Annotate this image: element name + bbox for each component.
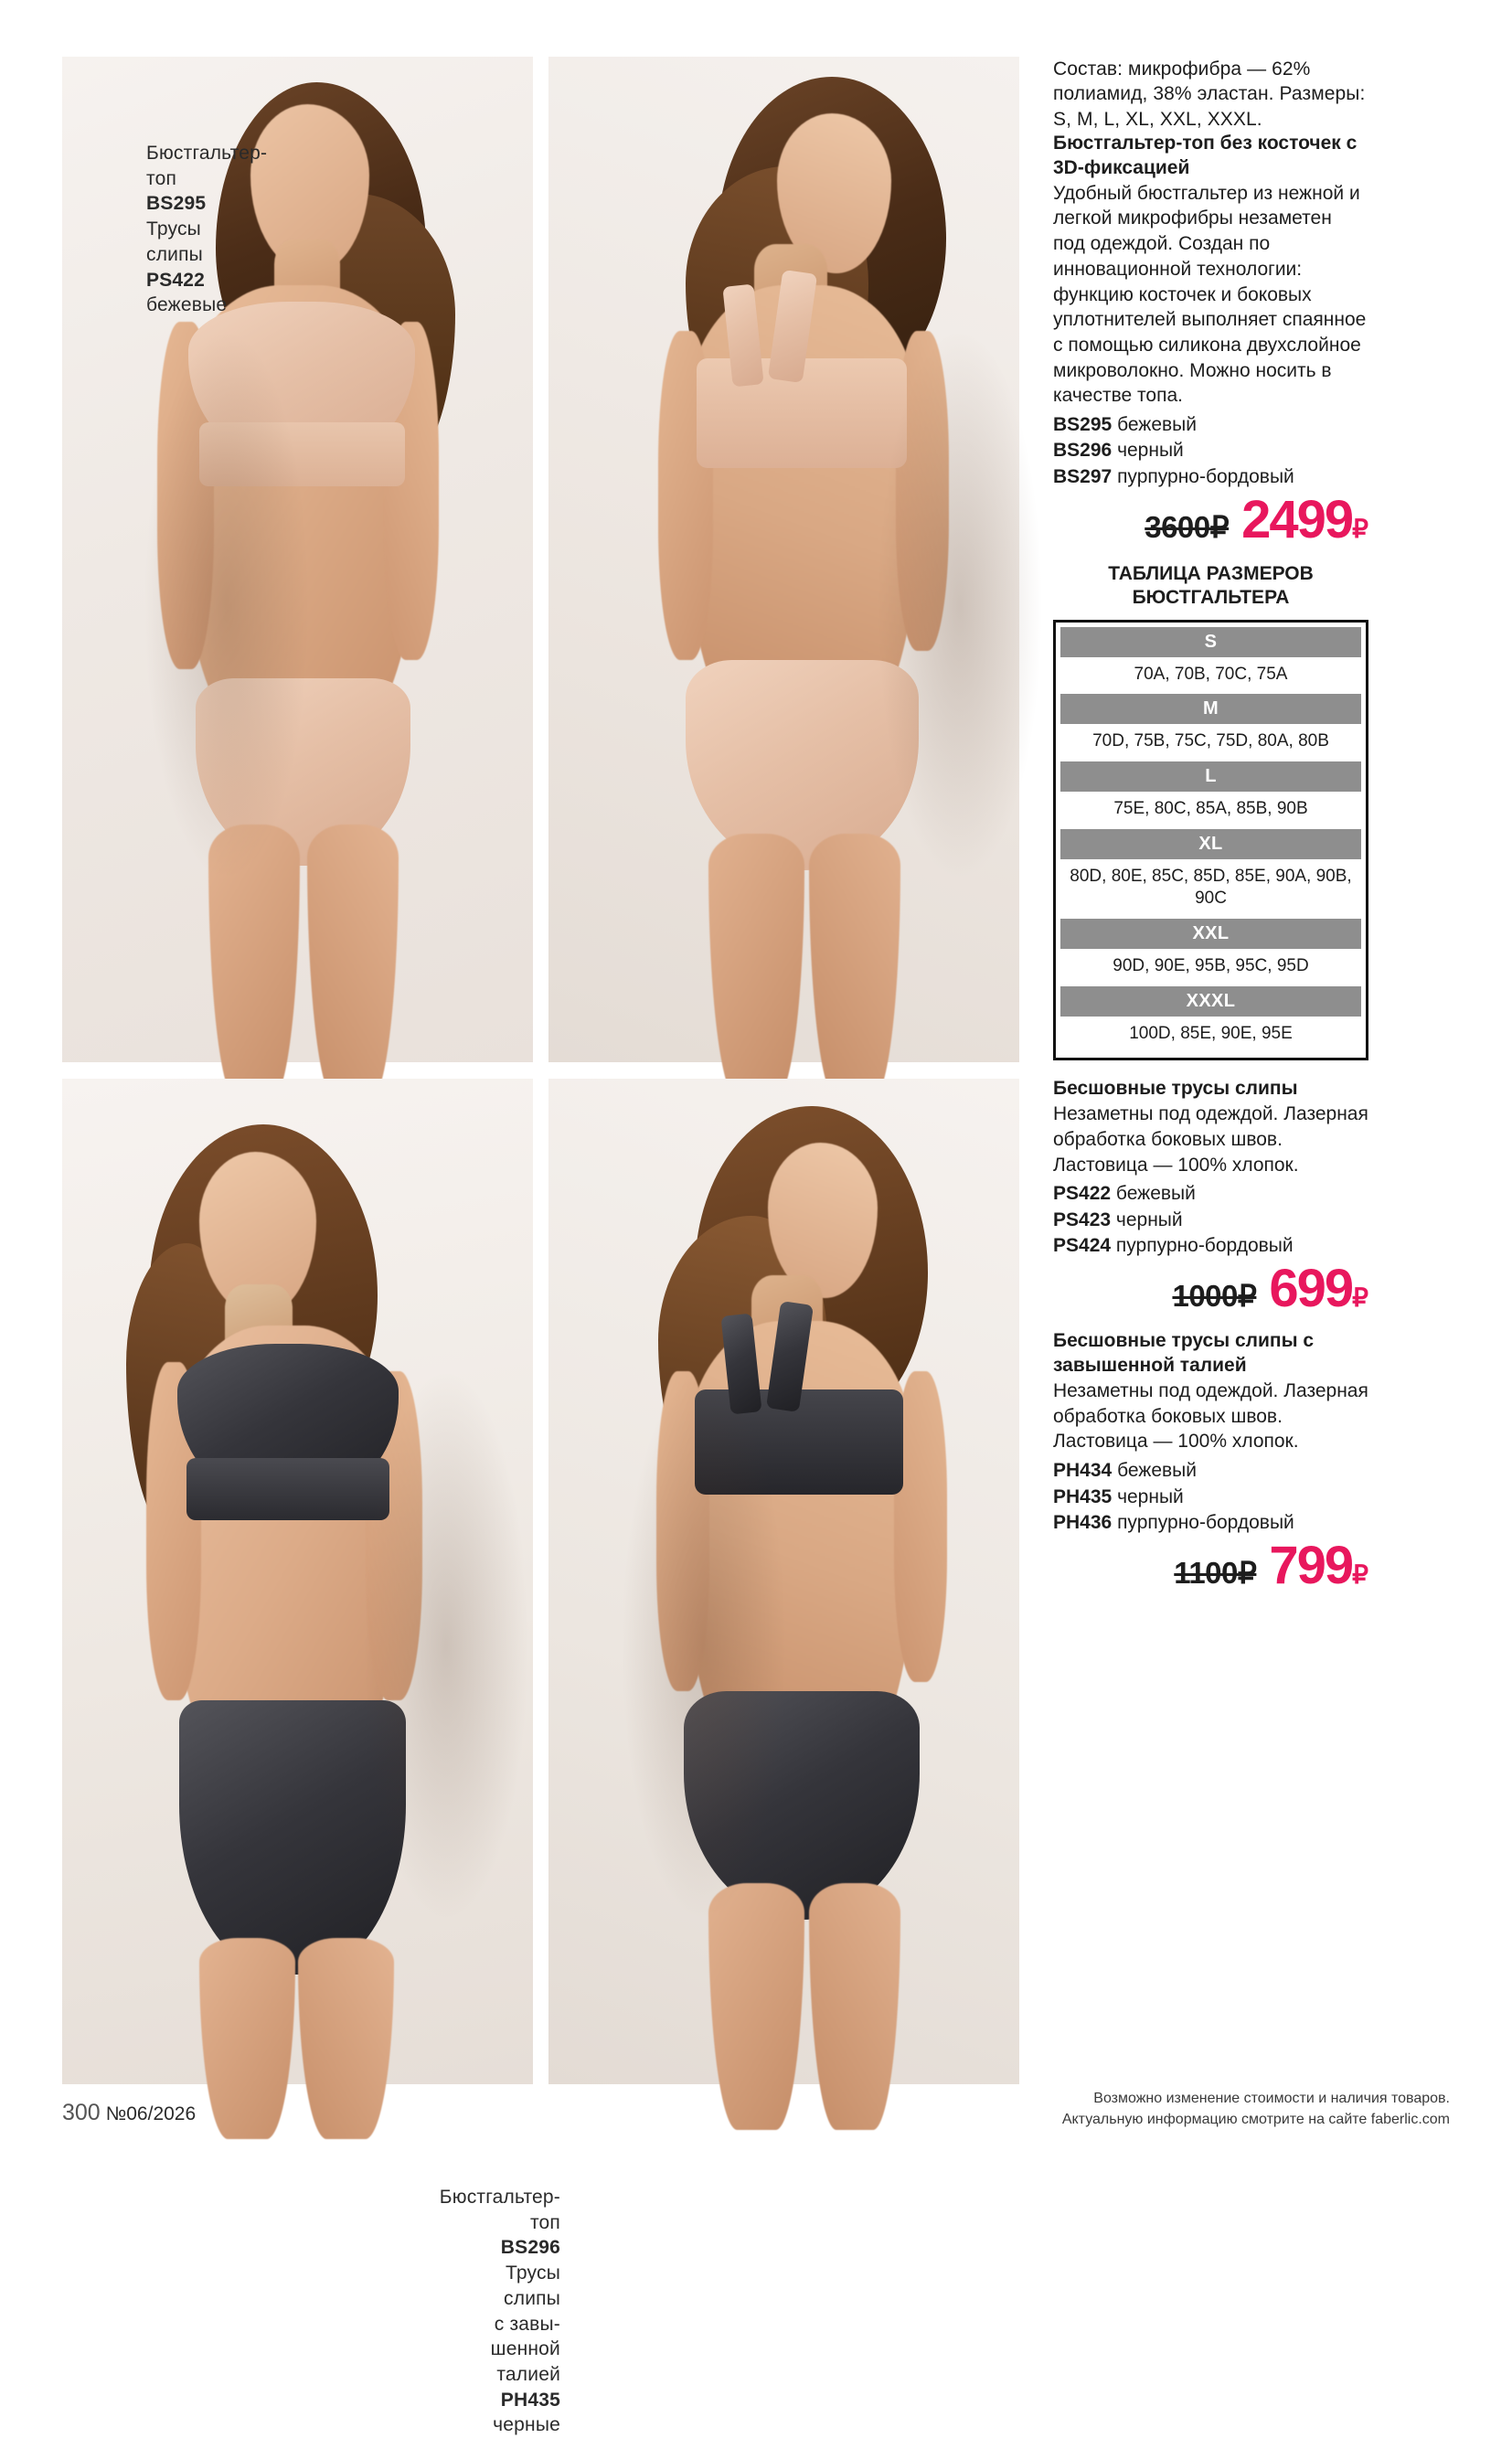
size-header: S — [1060, 627, 1361, 657]
variant-color: бежевый — [1117, 1460, 1198, 1482]
currency-symbol: ₽ — [1352, 1283, 1368, 1313]
variant-row — [1053, 1510, 1368, 1536]
size-values: 90D, 90E, 95B, 95C, 95D — [1113, 955, 1309, 975]
variant-code: PS423 — [1053, 1208, 1112, 1230]
size-header: XXL — [1060, 919, 1361, 949]
bra-description: Удобный бюстгальтер из нежной и легкой микрофибры незаметен под одеждой. Создан по инновационной технологии: функцию косточек и боковых уплотнителей выполняет спаянное с помощью силикона двухслойное микроволокно. Можно носить в качестве топа. — [1053, 182, 1367, 407]
size-header: XL — [1060, 829, 1361, 859]
price-old: 1100₽ — [1174, 1556, 1257, 1591]
price-value: 699 — [1269, 1259, 1353, 1319]
caption-line: Бюстгальтер- — [146, 143, 268, 164]
highwaist-price — [1053, 1536, 1368, 1596]
product-info-rail — [1053, 57, 1368, 1596]
page-footer-left — [62, 2100, 196, 2126]
price-old: 1000₽ — [1172, 1279, 1257, 1314]
size-header: M — [1060, 694, 1361, 724]
currency-symbol: ₽ — [1352, 515, 1368, 544]
variant-row — [1053, 438, 1368, 463]
variant-color: бежевый — [1117, 414, 1198, 436]
variant-code: BS295 — [1053, 414, 1113, 436]
variant-color: черный — [1117, 1485, 1184, 1507]
variant-color: черный — [1115, 1208, 1183, 1230]
caption-line: топ — [529, 2211, 560, 2233]
variant-color: пурпурно-бордовый — [1115, 1235, 1294, 1257]
caption-line: бежевые — [146, 294, 228, 316]
size-table-title-line: ТАБЛИЦА РАЗМЕРОВ — [1108, 563, 1314, 585]
caption-top-left — [146, 141, 329, 318]
caption-line: черные — [493, 2414, 560, 2436]
disclaimer-line: Возможно изменение стоимости и наличия товаров. — [1093, 2090, 1450, 2106]
price-old: 3600₽ — [1145, 510, 1230, 545]
caption-line: Трусы — [506, 2262, 560, 2284]
highwaist-title: Бесшовные трусы слипы с завышенной талией — [1053, 1330, 1315, 1377]
caption-line: слипы — [504, 2287, 560, 2309]
currency-symbol: ₽ — [1352, 1560, 1368, 1590]
size-header: XXXL — [1060, 986, 1361, 1017]
caption-line: слипы — [146, 243, 203, 265]
bra-variants — [1053, 412, 1368, 490]
size-values: 80D, 80E, 85C, 85D, 85E, 90A, 90B, 90C — [1070, 866, 1352, 909]
highwaist-block — [1053, 1329, 1368, 1596]
variant-code: BS297 — [1053, 465, 1113, 487]
variant-row — [1053, 1485, 1368, 1510]
size-values: 70A, 70B, 70C, 75A — [1134, 664, 1288, 684]
variant-row — [1053, 1233, 1368, 1259]
caption-line: талией — [496, 2364, 560, 2386]
highwaist-description: Незаметны под одеждой. Лазерная обработка боковых швов. Ластовица — 100% хлопок. — [1053, 1380, 1368, 1453]
size-values: 75E, 80C, 85A, 85B, 90B — [1113, 798, 1308, 818]
variant-row — [1053, 464, 1368, 490]
price-value: 799 — [1269, 1536, 1353, 1596]
product-photo-beige-back — [548, 57, 1019, 1062]
page-number: 300 — [62, 2100, 101, 2125]
caption-line: Трусы — [146, 218, 201, 240]
variant-code: PS422 — [1053, 1183, 1112, 1205]
size-values: 100D, 85E, 90E, 95E — [1129, 1023, 1293, 1043]
price-new — [1241, 490, 1368, 550]
variant-code: PH436 — [1053, 1511, 1113, 1533]
caption-line: топ — [146, 167, 177, 189]
variant-code: PH435 — [1053, 1485, 1113, 1507]
issue-number: №06/2026 — [105, 2103, 197, 2124]
size-table-title — [1053, 562, 1368, 611]
composition-text: Состав: микрофибра — 62% полиамид, 38% эластан. Размеры: S, M, L, XL, XXL, XXXL. — [1053, 59, 1366, 130]
caption-code: PS422 — [146, 269, 206, 291]
size-header: L — [1060, 761, 1361, 792]
briefs-title: Бесшовные трусы слипы — [1053, 1078, 1298, 1100]
caption-bottom — [364, 2185, 560, 2438]
variant-row — [1053, 1208, 1368, 1233]
size-table-title-line: БЮСТГАЛЬТЕРА — [1132, 587, 1290, 609]
briefs-variants — [1053, 1181, 1368, 1259]
price-new — [1269, 1536, 1368, 1596]
price-value: 2499 — [1241, 490, 1353, 550]
caption-line: шенной — [490, 2338, 560, 2360]
variant-code: PS424 — [1053, 1235, 1112, 1257]
briefs-price — [1053, 1259, 1368, 1319]
size-table — [1053, 620, 1368, 1061]
variant-code: BS296 — [1053, 440, 1113, 462]
variant-row — [1053, 1181, 1368, 1207]
briefs-block — [1053, 1077, 1368, 1319]
model-illustration — [548, 1079, 1019, 2084]
bra-title: Бюстгальтер-топ без косточек с 3D-фиксацией — [1053, 132, 1358, 178]
size-values: 70D, 75B, 75C, 75D, 80A, 80B — [1092, 731, 1329, 751]
caption-code: BS295 — [146, 193, 207, 215]
price-new — [1269, 1259, 1368, 1319]
variant-row — [1053, 412, 1368, 438]
disclaimer-line: Актуальную информацию смотрите на сайте faberlic.com — [1061, 2111, 1450, 2127]
bra-block — [1053, 132, 1368, 548]
variant-color: пурпурно-бордовый — [1117, 465, 1294, 487]
model-illustration — [62, 1079, 533, 2084]
variant-color: пурпурно-бордовый — [1117, 1511, 1294, 1533]
briefs-description: Незаметны под одеждой. Лазерная обработка боковых швов. Ластовица — 100% хлопок. — [1053, 1103, 1368, 1176]
bra-price — [1053, 490, 1368, 550]
caption-line: Бюстгальтер- — [439, 2187, 560, 2208]
product-photo-black-back — [548, 1079, 1019, 2084]
variant-color: бежевый — [1115, 1183, 1196, 1205]
model-illustration — [548, 57, 1019, 1062]
page-footer-right — [1062, 2088, 1450, 2130]
variant-row — [1053, 1458, 1368, 1484]
variant-color: черный — [1117, 440, 1184, 462]
variant-code: PH434 — [1053, 1460, 1113, 1482]
product-photo-beige-front — [62, 57, 533, 1062]
highwaist-variants — [1053, 1458, 1368, 1536]
caption-code: PH435 — [500, 2389, 560, 2411]
caption-code: BS296 — [500, 2237, 560, 2259]
caption-line: с завы- — [494, 2313, 560, 2335]
